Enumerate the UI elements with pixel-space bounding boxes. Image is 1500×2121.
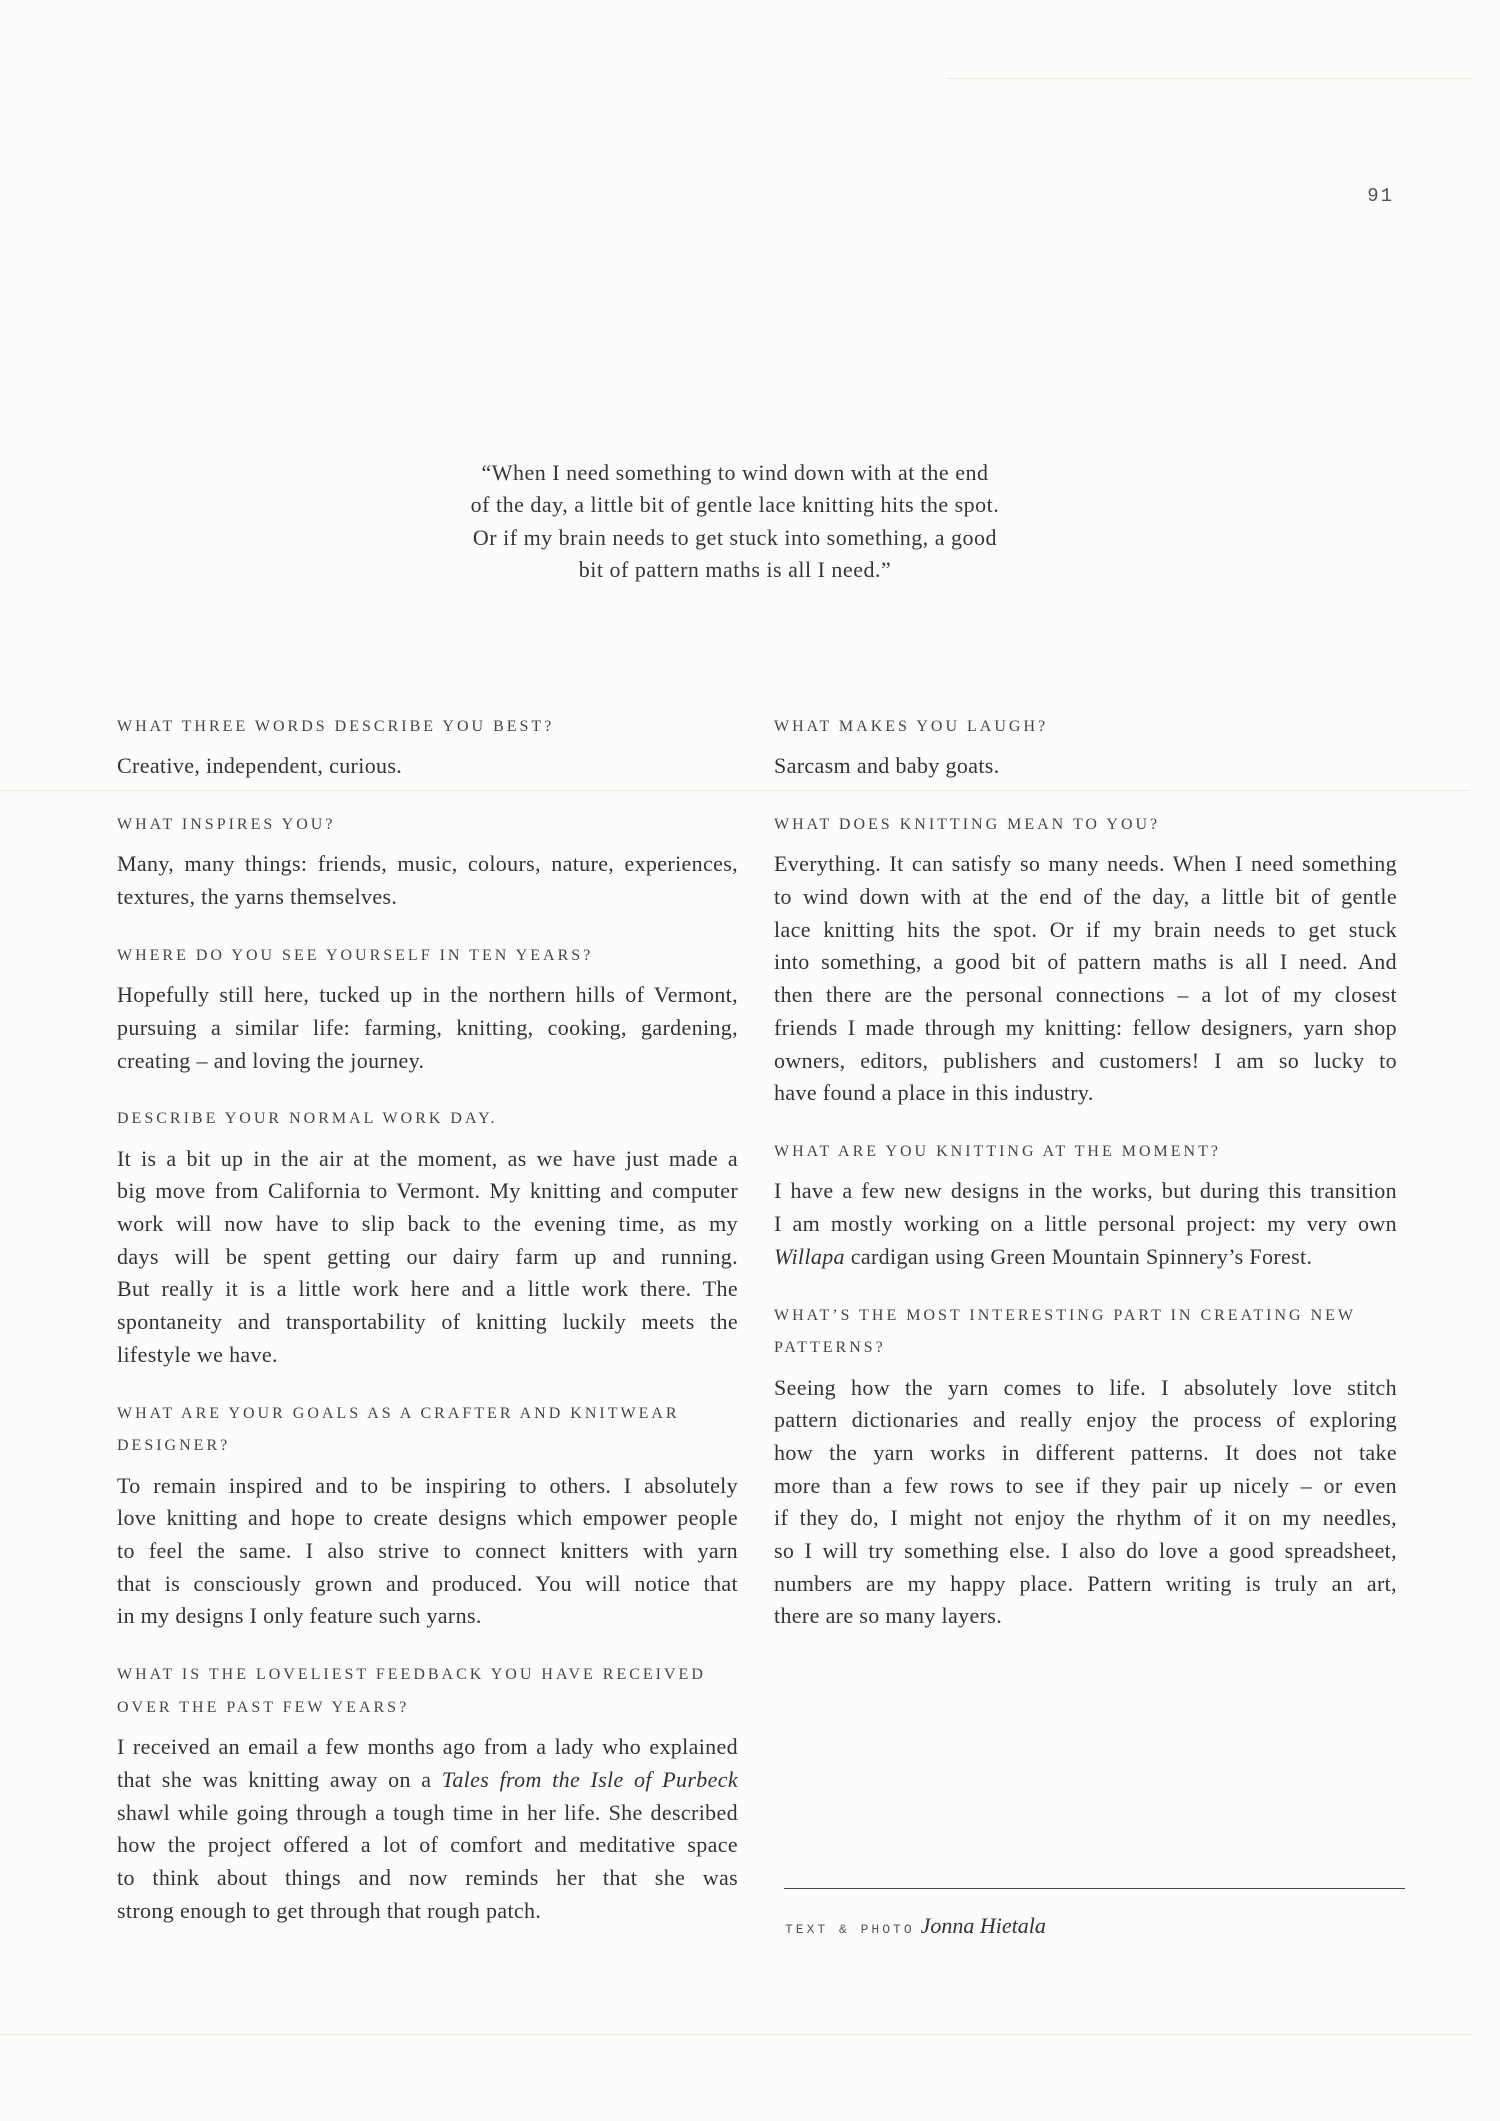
question-line: WHAT MAKES YOU LAUGH? <box>774 718 1049 735</box>
answer-line: have found a place in this industry. <box>774 1080 1094 1106</box>
question-heading <box>117 711 738 744</box>
answer-line: in my designs I only feature such yarns. <box>117 1603 482 1629</box>
answer-line: so I will try something else. I also do love a good spreadsheet, <box>774 1538 1397 1564</box>
answer-line: how the project offered a lot of comfort and meditative space <box>117 1832 738 1858</box>
answer-text <box>774 1372 1397 1634</box>
question-line: WHAT THREE WORDS DESCRIBE YOU BEST? <box>117 718 555 735</box>
answer-text <box>117 1470 738 1634</box>
qa-three-words <box>117 711 738 783</box>
answer-line: pursuing a similar life: farming, knitting, cooking, gardening, <box>117 1014 738 1040</box>
question-line: OVER THE PAST FEW YEARS? <box>117 1699 410 1717</box>
question-line: PATTERNS? <box>774 1339 886 1357</box>
qa-laugh <box>774 711 1397 783</box>
question-line: WHERE DO YOU SEE YOURSELF IN TEN YEARS? <box>117 946 594 964</box>
answer-line: creating – and loving the journey. <box>117 1047 425 1073</box>
answer-line-text: that she was knitting away on a <box>117 1766 442 1792</box>
answer-line: But really it is a little work here and a little work there. The <box>117 1276 738 1302</box>
pull-quote-line: Or if my brain needs to get stuck into something, a good <box>472 524 998 550</box>
answer-line: love knitting and hope to create designs which empower people <box>117 1505 738 1531</box>
answer-line: strong enough to get through that rough patch. <box>117 1897 542 1923</box>
answer-line: if they do, I might not enjoy the rhythm of it on my needles, <box>774 1505 1397 1531</box>
qa-inspires <box>117 809 738 914</box>
question-line: DESCRIBE YOUR NORMAL WORK DAY. <box>117 1110 498 1128</box>
credit-label: TEXT & PHOTO <box>785 1922 915 1937</box>
qa-ten-years <box>117 940 738 1077</box>
answer-line <box>774 1241 1397 1274</box>
answer-line: numbers are my happy place. Pattern writing is truly an art, <box>774 1570 1397 1596</box>
answer-line: into something, a good bit of pattern maths is all I need. And <box>774 949 1397 975</box>
answer-line: more than a few rows to see if they pair up nicely – or even <box>774 1472 1397 1498</box>
answer-line: Hopefully still here, tucked up in the northern hills of Vermont, <box>117 982 738 1008</box>
answer-line: I received an email a few months ago from a lady who explained <box>117 1734 738 1760</box>
question-heading <box>774 711 1397 744</box>
scan-line <box>946 78 1473 79</box>
answer-line: to wind down with at the end of the day, a little bit of gentle <box>774 884 1397 909</box>
answer-line: spontaneity and transportability of knitting luckily meets the <box>117 1309 738 1335</box>
question-heading <box>774 1300 1397 1365</box>
right-column <box>774 711 1397 1633</box>
answer-text <box>117 979 738 1077</box>
question-line: WHAT INSPIRES YOU? <box>117 816 336 834</box>
answer-line: Creative, independent, curious. <box>117 753 403 779</box>
answer-line-text: cardigan using Green Mountain Spinnery’s Forest. <box>844 1243 1313 1269</box>
answer-line: there are so many layers. <box>774 1603 1003 1629</box>
answer-text <box>117 1143 738 1372</box>
pattern-title: Willapa <box>774 1243 845 1269</box>
answer-line: I am mostly working on a little personal project: my very own <box>774 1211 1397 1237</box>
pull-quote-line: “When I need something to wind down with at the end <box>481 460 989 485</box>
qa-goals <box>117 1398 738 1633</box>
answer-line: To remain inspired and to be inspiring to others. I absolutely <box>117 1472 738 1498</box>
question-heading <box>774 809 1397 842</box>
answer-line: work will now have to slip back to the evening time, as my <box>117 1211 738 1236</box>
question-line: WHAT IS THE LOVELIEST FEEDBACK YOU HAVE RECEIVED <box>117 1666 706 1684</box>
qa-work-day <box>117 1103 738 1371</box>
answer-line: how the yarn works in different patterns. It does not take <box>774 1439 1397 1465</box>
question-line: WHAT DOES KNITTING MEAN TO YOU? <box>774 816 1161 834</box>
answer-line: pattern dictionaries and really enjoy the process of exploring <box>774 1407 1397 1433</box>
answer-line <box>117 1764 738 1797</box>
credit-divider <box>784 1888 1405 1889</box>
qa-knitting-now <box>774 1136 1397 1273</box>
question-heading <box>117 809 738 842</box>
answer-text <box>117 1731 738 1927</box>
question-heading <box>774 1136 1397 1169</box>
answer-line: Many, many things: friends, music, colours, nature, experiences, <box>117 851 738 877</box>
answer-line: owners, editors, publishers and customers! I am so lucky to <box>774 1047 1397 1073</box>
pattern-title: Tales from the Isle of Purbeck <box>441 1766 738 1792</box>
left-column <box>117 711 738 1927</box>
answer-text <box>774 750 1397 783</box>
qa-creating-patterns <box>774 1300 1397 1634</box>
answer-line: shawl while going through a tough time in her life. She described <box>117 1799 738 1825</box>
answer-text <box>774 1175 1397 1273</box>
answer-line: to think about things and now reminds her that she was <box>117 1865 738 1891</box>
qa-loveliest-feedback <box>117 1659 738 1927</box>
answer-text <box>117 848 738 913</box>
question-heading <box>117 940 738 973</box>
answer-line: friends I made through my knitting: fellow designers, yarn shop <box>774 1014 1397 1040</box>
answer-line: days will be spent getting our dairy farm up and running. <box>117 1243 738 1269</box>
answer-line: It is a bit up in the air at the moment, as we have just made a <box>117 1145 738 1171</box>
question-line: WHAT ARE YOUR GOALS AS A CRAFTER AND KNITWEAR <box>117 1404 680 1422</box>
question-line: WHAT ARE YOU KNITTING AT THE MOMENT? <box>774 1143 1221 1161</box>
answer-line: Everything. It can satisfy so many needs. When I need something <box>774 851 1397 877</box>
pull-quote-line: bit of pattern maths is all I need.” <box>578 557 892 583</box>
page-number: 91 <box>1367 185 1394 207</box>
pull-quote <box>415 457 1055 587</box>
answer-line: lifestyle we have. <box>117 1341 278 1367</box>
answer-line: big move from California to Vermont. My knitting and computer <box>117 1178 738 1204</box>
answer-line: lace knitting hits the spot. Or if my brain needs to get stuck <box>774 916 1397 942</box>
pull-quote-line: of the day, a little bit of gentle lace knitting hits the spot. <box>470 492 1000 518</box>
author-name: Jonna Hietala <box>920 1913 1046 1938</box>
answer-line: I have a few new designs in the works, but during this transition <box>774 1178 1397 1204</box>
answer-line: that is consciously grown and produced. You will notice that <box>117 1570 738 1596</box>
answer-text <box>774 848 1397 1110</box>
answer-line: to feel the same. I also strive to connect knitters with yarn <box>117 1538 738 1564</box>
answer-line: then there are the personal connections – a lot of my closest <box>774 982 1397 1008</box>
answer-line: textures, the yarns themselves. <box>117 884 398 909</box>
scan-line <box>0 2034 1473 2035</box>
answer-text <box>117 750 738 783</box>
question-heading <box>117 1659 738 1724</box>
qa-knitting-meaning <box>774 809 1397 1110</box>
question-line: DESIGNER? <box>117 1437 231 1455</box>
credit-line <box>785 1910 1046 1946</box>
question-line: WHAT’S THE MOST INTERESTING PART IN CREATING NEW <box>774 1306 1356 1324</box>
answer-line: Sarcasm and baby goats. <box>774 753 1000 779</box>
answer-line: Seeing how the yarn comes to life. I absolutely love stitch <box>774 1374 1397 1400</box>
question-heading <box>117 1398 738 1463</box>
question-heading <box>117 1103 738 1136</box>
